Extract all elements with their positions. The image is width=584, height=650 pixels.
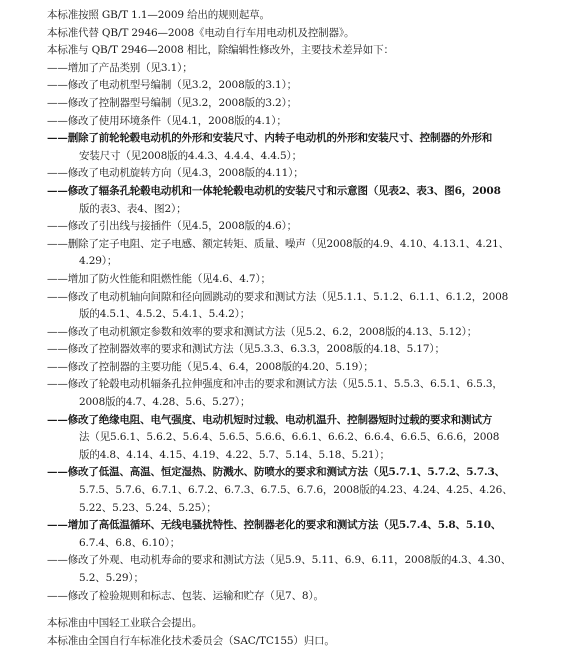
change-item: ——增加了产品类别（见3.1）；	[47, 61, 193, 74]
change-item: ——修改了低温、高温、恒定湿热、防溅水、防喷水的要求和测试方法（见5.7.1、5.7.2、5.7.3、	[47, 466, 506, 479]
change-item-continuation: 5.2、5.29）；	[79, 572, 144, 584]
closing-line: 本标准由中国轻工业联合会提出。	[47, 617, 203, 630]
change-item-continuation: 5.22、5.23、5.24、5.25）；	[79, 501, 217, 514]
change-item: ——修改了电动机旋转方向（见4.3，2008版的4.11）；	[47, 167, 304, 180]
change-item: ——修改了检验规则和标志、包装、运输和贮存（见7、8）。	[47, 589, 324, 602]
change-item: ——修改了外观、电动机寿命的要求和测试方法（见5.9、5.11、6.9、6.11，2008版的4.3、4.30、	[47, 554, 512, 567]
change-item-continuation: 5.7.5、5.7.6、6.7.1、6.7.2、6.7.3、6.7.5、6.7.6，2008版的4.23、4.24、4.25、4.26、	[79, 484, 513, 497]
intro-line: 本标准与 QB/T 2946—2008 相比，除编辑性修改外，主要技术差异如下：	[47, 44, 394, 57]
change-item: ——删除了定子电阻、定子电感、额定转矩、质量、噪声（见2008版的4.9、4.10、4.13.1、4.21、	[47, 237, 509, 250]
change-item-continuation: 版的表3、表4、图2）；	[79, 202, 187, 215]
change-item: ——增加了防火性能和阻燃性能（见4.6、4.7）；	[47, 272, 271, 285]
change-item-continuation: 版的4.8、4.14、4.15、4.19、4.22、5.7、5.14、5.18、5.21）；	[79, 448, 390, 461]
change-item: ——修改了电动机型号编制（见3.2，2008版的3.1）；	[47, 79, 298, 92]
change-item: ——修改了轮毂电动机辐条孔拉伸强度和冲击的要求和测试方法（见5.5.1、5.5.3、6.5.1、6.5.3，	[47, 378, 503, 391]
change-item: ——修改了控制器效率的要求和测试方法（见5.3.3、6.3.3，2008版的4.18、5.17）；	[47, 343, 445, 356]
intro-line: 本标准代替 QB/T 2946—2008《电动自行车用电动机及控制器》。	[47, 26, 355, 39]
change-item-continuation: 版的4.5.1、4.5.2、5.4.1、5.4.2）；	[79, 308, 251, 321]
intro-line: 本标准按照 GB/T 1.1—2009 给出的规则起草。	[47, 9, 270, 21]
change-item: ——修改了使用环境条件（见4.1，2008版的4.1）；	[47, 114, 287, 127]
change-item-continuation: 4.29）；	[79, 255, 118, 268]
change-item-continuation: 2008版的4.7、4.28、5.6、5.27）；	[79, 396, 251, 409]
change-item: ——修改了控制器型号编制（见3.2，2008版的3.2）；	[47, 96, 298, 109]
change-item: ——修改了电动机轴向间隙和径向圆跳动的要求和测试方法（见5.1.1、5.1.2、6.1.1、6.1.2，2008	[47, 290, 509, 303]
change-item: ——修改了绝缘电阻、电气强度、电动机短时过载、电动机温升、控制器短时过载的要求和测试方	[47, 413, 493, 426]
change-item: ——修改了辐条孔轮毂电动机和一体轮轮毂电动机的安装尺寸和示意图（见表2、表3、图6，2008	[47, 184, 501, 197]
change-item: ——增加了高低温循环、无线电骚扰特性、控制器老化的要求和测试方法（见5.7.4、5.8、5.10、	[47, 519, 502, 532]
document-text	[47, 7, 575, 650]
change-item-continuation: 6.7.4、6.8、6.10）；	[79, 536, 181, 549]
change-item-continuation: 法（见5.6.1、5.6.2、5.6.4、5.6.5、5.6.6、6.6.1、6.6.2、6.6.4、6.6.5、6.6.6，2008	[79, 431, 500, 444]
change-item: ——删除了前轮轮毂电动机的外形和安装尺寸、内转子电动机的外形和安装尺寸、控制器的外形和	[47, 132, 493, 145]
change-item: ——修改了电动机额定参数和效率的要求和测试方法（见5.2、6.2，2008版的4.13、5.12）；	[47, 325, 478, 338]
change-item-continuation: 安装尺寸（见2008版的4.4.3、4.4.4、4.4.5）；	[79, 149, 302, 162]
change-item: ——修改了引出线与接插件（见4.5，2008版的4.6）；	[47, 220, 298, 233]
closing-line: 本标准由全国自行车标准化技术委员会（SAC/TC155）归口。	[47, 634, 335, 647]
paragraph-gap	[47, 605, 575, 615]
change-item: ——修改了控制器的主要功能（见5.4、6.4，2008版的4.20、5.19）；	[47, 360, 374, 373]
